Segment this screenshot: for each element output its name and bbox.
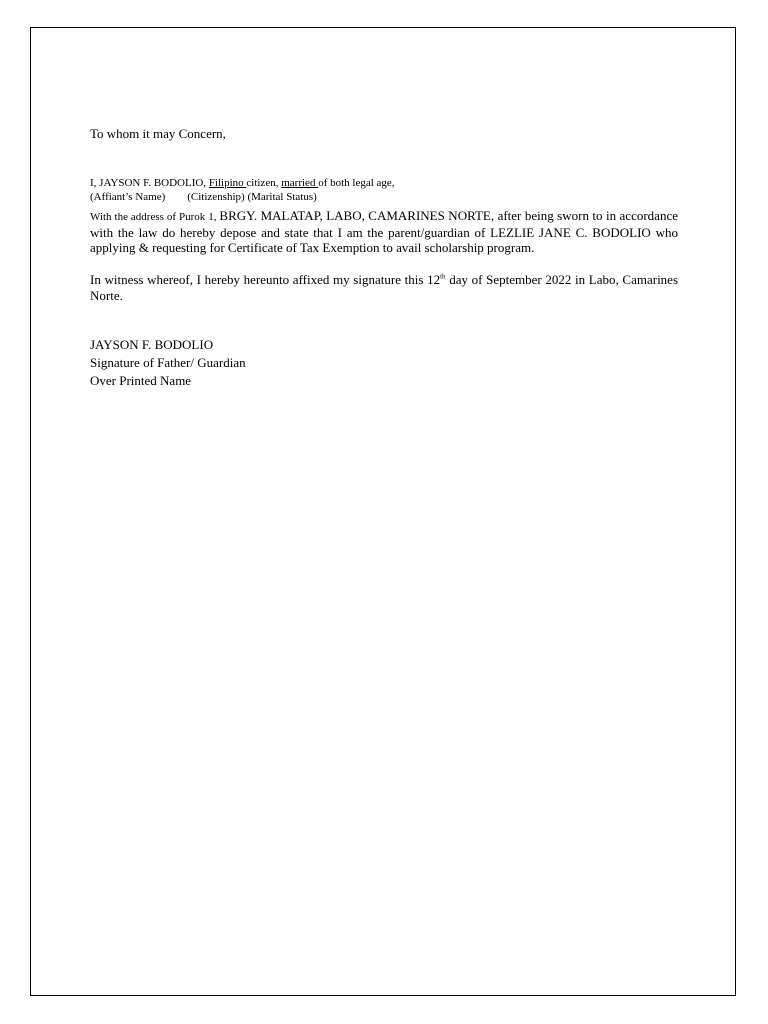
marital-status-value: married [281,177,319,189]
field-labels [90,190,678,204]
address-paragraph [90,208,678,255]
signature-caption: Signature of Father/ Guardian [90,355,246,370]
label-marital-status: (Marital Status) [247,191,317,203]
witness-after-day: day of September 2022 in Labo, Camarines Norte. [90,272,679,303]
citizen-word: citizen, [246,177,282,189]
salutation: To whom it may Concern, [90,126,226,141]
document-page [30,27,736,996]
label-affiant-name: (Affiant’s Name) [90,191,166,203]
address-rest: BRGY. MALATAP, LABO, CAMARINES NORTE, after being sworn to in accordance with the law do hereby depose and state that I am the parent/guardian of LEZLIE JANE C. BODOLIO who applying & requesting for Certificate of Tax Exemption to avail scholarship program. [90,208,678,255]
witness-day-suffix: th [440,272,446,281]
affiant-statement [90,176,678,190]
address-lead: With the address of Purok 1, [90,211,220,223]
signature-block [90,336,678,390]
label-citizenship: (Citizenship) [187,191,245,203]
letter-content [90,126,678,390]
witness-before-day: In witness whereof, I hereby hereunto affixed my signature this 12 [90,272,441,287]
printed-name-caption: Over Printed Name [90,373,192,388]
affiant-suffix: of both legal age, [318,177,395,189]
signatory-name: JAYSON F. BODOLIO [90,337,214,352]
citizenship-value: Filipino [208,177,247,189]
witness-paragraph [90,272,678,304]
affiant-prefix: I, JAYSON F. BODOLIO, [90,177,209,189]
